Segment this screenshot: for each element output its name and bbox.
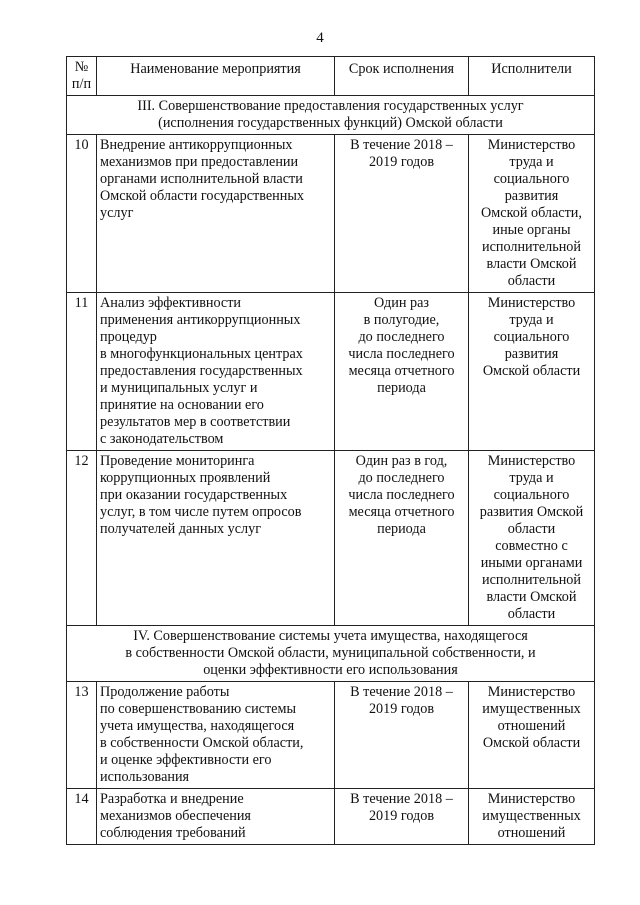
table-row	[67, 451, 595, 626]
row-name: Анализ эффективности применения антикоррупционных процедур в многофункциональных центрах предоставления государственных и муниципальных услуг и принятие на основании его результатов мер в соответствии с законодательством	[97, 293, 335, 451]
row-num: 12	[67, 451, 97, 626]
table-header-row	[67, 57, 595, 96]
section-row	[67, 96, 595, 135]
section-row	[67, 626, 595, 682]
row-num: 14	[67, 789, 97, 845]
row-term: В течение 2018 – 2019 годов	[335, 789, 469, 845]
row-name: Внедрение антикоррупционных механизмов при предоставлении органами исполнительной власти Омской области государственных услуг	[97, 135, 335, 293]
row-term: В течение 2018 – 2019 годов	[335, 682, 469, 789]
row-name: Проведение мониторинга коррупционных проявлений при оказании государственных услуг, в том числе путем опросов получателей данных услуг	[97, 451, 335, 626]
row-name: Продолжение работы по совершенствованию системы учета имущества, находящегося в собственности Омской области, и оценке эффективности его использования	[97, 682, 335, 789]
table-row	[67, 293, 595, 451]
header-name: Наименование мероприятия	[97, 57, 335, 96]
table-row	[67, 682, 595, 789]
measures-table	[66, 56, 595, 845]
header-term: Срок исполнения	[335, 57, 469, 96]
row-num: 13	[67, 682, 97, 789]
header-executors: Исполнители	[469, 57, 595, 96]
section-title: III. Совершенствование предоставления государственных услуг (исполнения государственных функций) Омской области	[67, 96, 595, 135]
header-num: № п/п	[67, 57, 97, 96]
row-executors: Министерство имущественных отношений Омской области	[469, 682, 595, 789]
table-row	[67, 135, 595, 293]
row-executors: Министерство труда и социального развития Омской области	[469, 293, 595, 451]
row-term: В течение 2018 – 2019 годов	[335, 135, 469, 293]
row-term: Один раз в полугодие, до последнего числа последнего месяца отчетного периода	[335, 293, 469, 451]
row-executors: Министерство имущественных отношений	[469, 789, 595, 845]
row-num: 11	[67, 293, 97, 451]
row-executors: Министерство труда и социального развития Омской области совместно с иными органами исполнительной власти Омской области	[469, 451, 595, 626]
table-row	[67, 789, 595, 845]
row-num: 10	[67, 135, 97, 293]
row-executors: Министерство труда и социального развития Омской области, иные органы исполнительной власти Омской области	[469, 135, 595, 293]
row-term: Один раз в год, до последнего числа последнего месяца отчетного периода	[335, 451, 469, 626]
section-title: IV. Совершенствование системы учета имущества, находящегося в собственности Омской области, муниципальной собственности, и оценки эффективности его использования	[67, 626, 595, 682]
page-number: 4	[316, 30, 324, 46]
row-name: Разработка и внедрение механизмов обеспечения соблюдения требований	[97, 789, 335, 845]
